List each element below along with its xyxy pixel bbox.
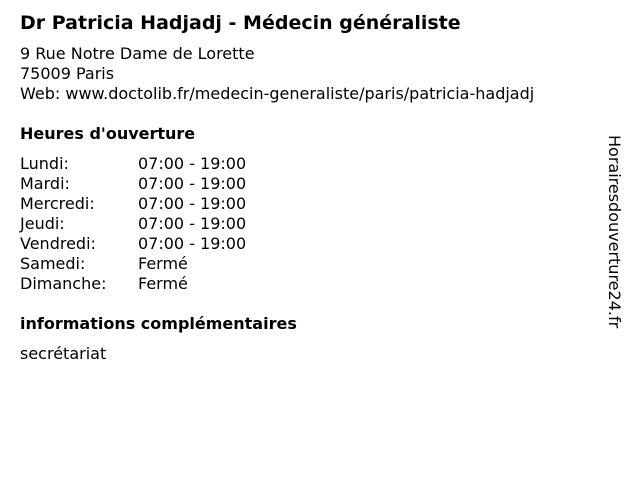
hours-row-sunday <box>20 274 280 294</box>
hours-row-friday <box>20 234 280 254</box>
site-watermark: Horairesdouverture24.fr <box>605 135 624 329</box>
hours-value: Fermé <box>138 254 188 273</box>
additional-info-heading: informations complémentaires <box>20 314 297 333</box>
day-label: Mercredi: <box>20 194 95 213</box>
day-label: Samedi: <box>20 254 86 273</box>
opening-hours-list <box>20 154 280 294</box>
hours-row-monday <box>20 154 280 174</box>
city-postcode: 75009 Paris <box>20 64 115 83</box>
hours-row-thursday <box>20 214 280 234</box>
hours-row-saturday <box>20 254 280 274</box>
hours-value: 07:00 - 19:00 <box>138 194 247 213</box>
street-address: 9 Rue Notre Dame de Lorette <box>20 44 255 63</box>
day-label: Dimanche: <box>20 274 107 293</box>
day-label: Vendredi: <box>20 234 96 253</box>
hours-value: 07:00 - 19:00 <box>138 234 247 253</box>
hours-value: 07:00 - 19:00 <box>138 174 247 193</box>
day-label: Lundi: <box>20 154 69 173</box>
hours-row-wednesday <box>20 194 280 214</box>
hours-row-tuesday <box>20 174 280 194</box>
page-title: Dr Patricia Hadjadj - Médecin généraliste <box>20 12 461 34</box>
hours-value: Fermé <box>138 274 188 293</box>
address-block <box>20 44 534 104</box>
day-label: Jeudi: <box>20 214 65 233</box>
additional-info-text: secrétariat <box>20 344 107 363</box>
hours-value: 07:00 - 19:00 <box>138 214 247 233</box>
opening-hours-heading: Heures d'ouverture <box>20 124 196 143</box>
hours-value: 07:00 - 19:00 <box>138 154 247 173</box>
day-label: Mardi: <box>20 174 70 193</box>
website-link[interactable]: Web: www.doctolib.fr/medecin-generaliste/paris/patricia-hadjadj <box>20 84 535 103</box>
